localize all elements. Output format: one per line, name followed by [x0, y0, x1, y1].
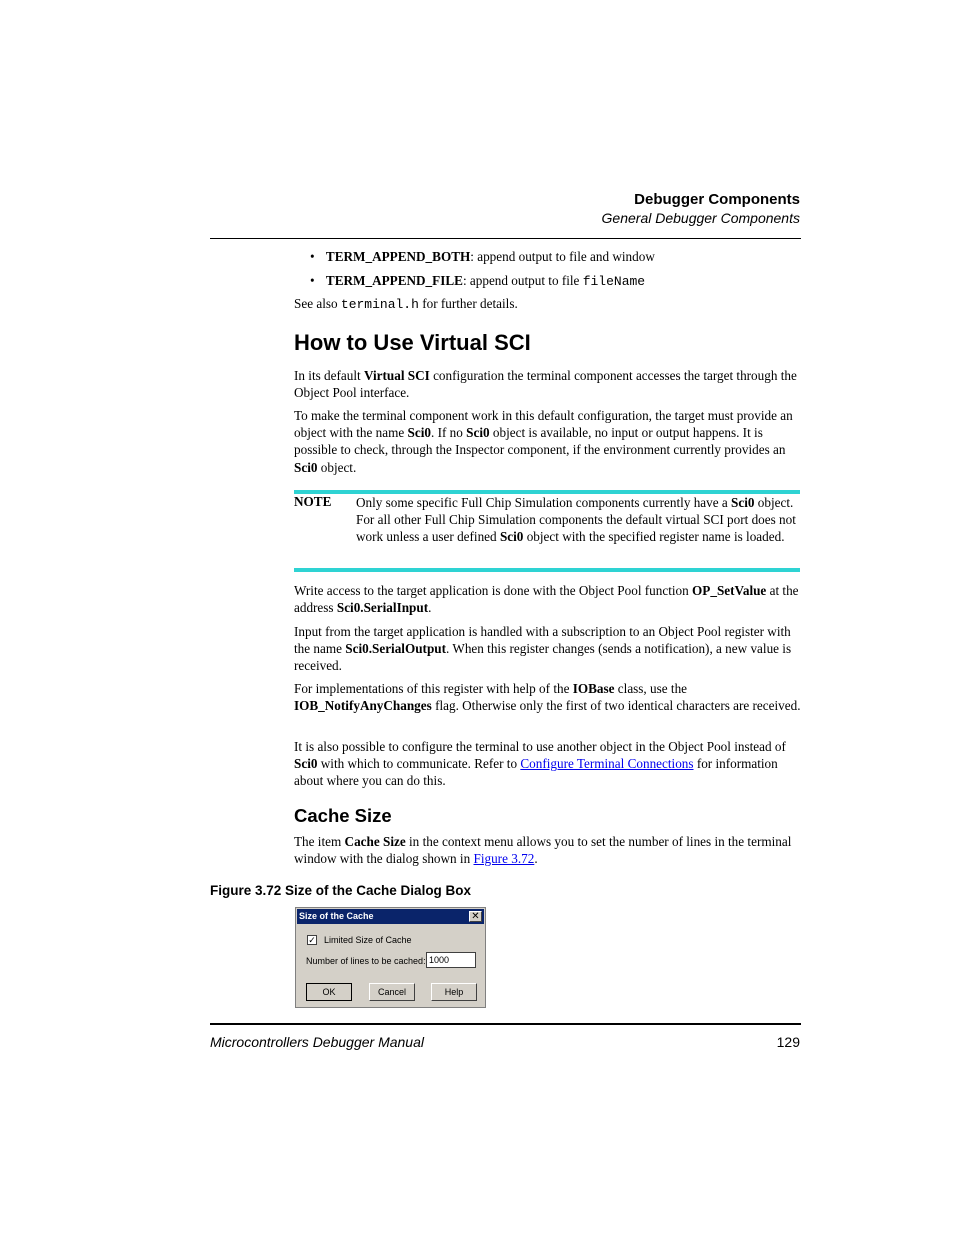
dialog-title: Size of the Cache [297, 909, 484, 924]
header-subtitle: General Debugger Components [601, 210, 800, 226]
paragraph: The item Cache Size in the context menu allows you to set the number of lines in the terminal window with the dialog shown in Figure 3.72. [294, 834, 792, 867]
help-button[interactable]: Help [431, 983, 477, 1001]
close-icon[interactable]: ✕ [469, 911, 482, 922]
see-also-pre: See also [294, 296, 341, 311]
ok-button[interactable]: OK [306, 983, 352, 1001]
figure-caption: Figure 3.72 Size of the Cache Dialog Box [210, 883, 472, 898]
bullet-term: TERM_APPEND_BOTH [325, 249, 471, 264]
see-also [294, 295, 802, 313]
paragraph: It is also possible to configure the terminal to use another object in the Object Pool instead of Sci0 with which to communicate. Refer to Configure Terminal Connections for information about where you can do this. [294, 739, 786, 789]
bullet-text: : append output to file and window [470, 249, 655, 264]
paragraph: Input from the target application is handled with a subscription to an Object Pool register with the name Sci0.SerialOutput. When this register changes (sends a notification), a new value is received. [294, 624, 792, 674]
paragraph: In its default Virtual SCI configuration the terminal component accesses the target through the Object Pool interface. [294, 368, 797, 401]
configure-terminal-link[interactable]: Configure Terminal Connections [520, 756, 694, 772]
section-title: How to Use Virtual SCI [294, 330, 531, 355]
note-text: Only some specific Full Chip Simulation components currently have a Sci0 object. For all other Full Chip Simulation components the default virtual SCI port does not work unless a user defined Sci0 object with the specified register name is loaded. [356, 495, 796, 545]
page-number: 129 [776, 1034, 800, 1050]
cache-size-dialog [295, 907, 486, 1008]
limited-size-checkbox[interactable]: ✓ [308, 935, 316, 945]
list-item [310, 272, 645, 290]
paragraph: For implementations of this register with help of the IOBase class, use the IOB_NotifyAnyChanges flag. Otherwise only the first of two identical characters are received. [294, 681, 801, 714]
header-title: Debugger Components [634, 191, 800, 208]
paragraph: To make the terminal component work in this default configuration, the target must provide an object with the name Sci0. If no Sci0 object is available, no input or output happens. It is possible to check, through the Inspector component, if the environment currently provides an Sci0 object. [294, 408, 793, 475]
checkbox-label: Limited Size of Cache [324, 935, 412, 945]
footer-title: Microcontrollers Debugger Manual [210, 1034, 424, 1050]
lines-label: Number of lines to be cached: [306, 956, 426, 966]
see-also-code: terminal.h [340, 297, 419, 312]
bullet-code: fileName [582, 274, 646, 289]
cancel-button[interactable]: Cancel [369, 983, 415, 1001]
figure-link[interactable]: Figure 3.72 [473, 851, 535, 867]
footer-rule [210, 1023, 801, 1025]
see-also-post: for further details. [418, 296, 518, 311]
header-rule [210, 238, 801, 239]
bullet-term: TERM_APPEND_FILE [325, 273, 463, 288]
note-label: NOTE [294, 494, 332, 509]
bullet-text: : append output to file [462, 273, 583, 288]
list-item [310, 248, 655, 265]
lines-input[interactable]: 1000 [426, 952, 476, 968]
paragraph: Write access to the target application is done with the Object Pool function OP_SetValue at the address Sci0.SerialInput. [294, 583, 799, 616]
subsection-title: Cache Size [294, 805, 392, 826]
note-bottom-bar [294, 568, 800, 572]
